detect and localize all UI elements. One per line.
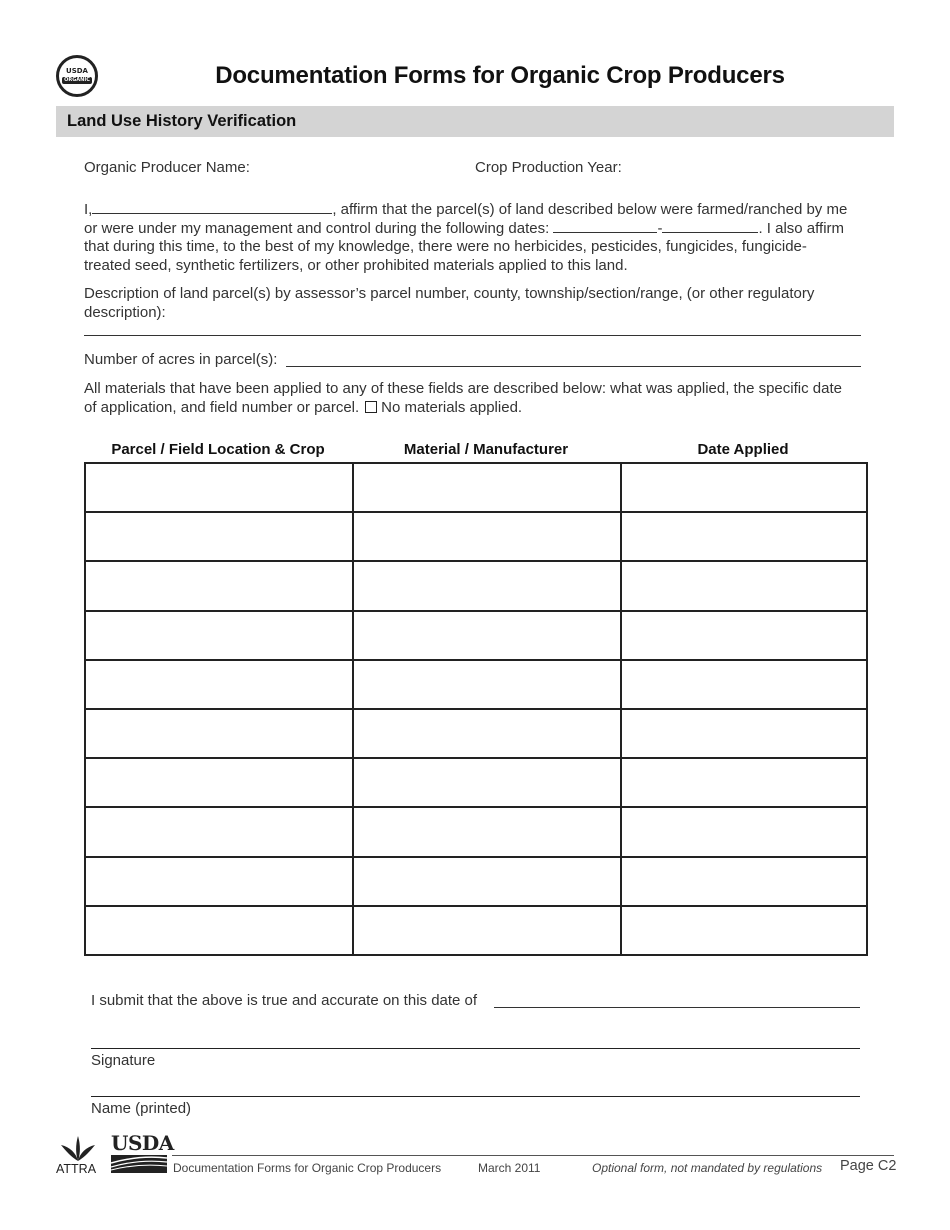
- table-row: [85, 807, 867, 856]
- material-cell[interactable]: [353, 709, 621, 758]
- usda-wordmark: USDA: [111, 1131, 174, 1155]
- page-title: Documentation Forms for Organic Crop Producers: [215, 62, 785, 89]
- material-cell[interactable]: [353, 611, 621, 660]
- page-number: Page C2: [840, 1158, 897, 1174]
- materials-line-2: [84, 398, 522, 417]
- acres-label: Number of acres in parcel(s):: [84, 351, 278, 368]
- col-header-date: Date Applied: [697, 441, 789, 458]
- affirm-line-1: [84, 199, 874, 219]
- table-row: [85, 709, 867, 758]
- table-row: [85, 660, 867, 709]
- parcel-cell[interactable]: [85, 512, 353, 561]
- crop-year-label: Crop Production Year:: [475, 159, 622, 176]
- table-row: [85, 512, 867, 561]
- table-row: [85, 463, 867, 512]
- affirm-name-field[interactable]: [92, 199, 332, 214]
- logo-bottom-text: ORGANIC: [64, 77, 90, 83]
- materials-line2-text: of application, and field number or parcel.: [84, 399, 360, 416]
- material-cell[interactable]: [353, 906, 621, 955]
- table-row: [85, 758, 867, 807]
- affirm-prefix: I,: [84, 201, 93, 218]
- table-row: [85, 857, 867, 906]
- printed-name-field[interactable]: [91, 1096, 860, 1097]
- description-line-1: Description of land parcel(s) by assessor’s parcel number, county, township/section/range, (or other regulatory: [84, 285, 815, 302]
- parcel-cell[interactable]: [85, 758, 353, 807]
- date-cell[interactable]: [621, 709, 867, 758]
- parcel-cell[interactable]: [85, 906, 353, 955]
- date-cell[interactable]: [621, 906, 867, 955]
- parcel-cell[interactable]: [85, 807, 353, 856]
- date-cell[interactable]: [621, 660, 867, 709]
- start-date-field[interactable]: [553, 218, 657, 233]
- parcel-cell[interactable]: [85, 463, 353, 512]
- logo-top-text: USDA: [66, 67, 88, 75]
- submit-date-field[interactable]: [494, 1007, 860, 1008]
- date-cell[interactable]: [621, 758, 867, 807]
- printed-name-label: Name (printed): [91, 1100, 192, 1117]
- description-line-2: description):: [84, 304, 166, 321]
- footer-note: Optional form, not mandated by regulations: [592, 1161, 823, 1175]
- attra-leaf-icon: [58, 1135, 98, 1163]
- date-cell[interactable]: [621, 857, 867, 906]
- usda-organic-logo: [56, 55, 98, 97]
- parcel-cell[interactable]: [85, 709, 353, 758]
- footer-doc-title: Documentation Forms for Organic Crop Producers: [173, 1161, 442, 1175]
- material-cell[interactable]: [353, 561, 621, 610]
- end-date-field[interactable]: [662, 218, 758, 233]
- signature-field[interactable]: [91, 1048, 860, 1049]
- description-field[interactable]: [84, 335, 861, 336]
- date-dash: -: [657, 220, 663, 237]
- date-cell[interactable]: [621, 463, 867, 512]
- affirm-line2-text: or were under my management and control during the following dates:: [84, 220, 550, 237]
- parcel-cell[interactable]: [85, 561, 353, 610]
- parcel-cell[interactable]: [85, 611, 353, 660]
- no-materials-label: No materials applied.: [381, 399, 523, 416]
- section-title: Land Use History Verification: [67, 112, 297, 130]
- signature-label: Signature: [91, 1052, 156, 1069]
- footer-rule: [172, 1155, 894, 1156]
- affirm-line-3: that during this time, to the best of my knowledge, there were no herbicides, pesticides, fungicides, fungicide-: [84, 238, 807, 255]
- material-cell[interactable]: [353, 807, 621, 856]
- attra-label: ATTRA: [56, 1162, 97, 1176]
- material-cell[interactable]: [353, 463, 621, 512]
- material-cell[interactable]: [353, 660, 621, 709]
- submit-text: I submit that the above is true and accurate on this date of: [91, 992, 478, 1009]
- col-header-material: Material / Manufacturer: [403, 441, 569, 458]
- acres-field[interactable]: [286, 366, 861, 367]
- affirm-line2-end: . I also affirm: [758, 220, 845, 237]
- affirm-line-2: [84, 218, 874, 238]
- date-cell[interactable]: [621, 611, 867, 660]
- parcel-cell[interactable]: [85, 857, 353, 906]
- date-cell[interactable]: [621, 561, 867, 610]
- material-cell[interactable]: [353, 758, 621, 807]
- no-materials-checkbox[interactable]: [365, 401, 377, 413]
- table-row: [85, 561, 867, 610]
- material-cell[interactable]: [353, 512, 621, 561]
- date-cell[interactable]: [621, 807, 867, 856]
- table-row: [85, 906, 867, 955]
- col-header-parcel: Parcel / Field Location & Crop: [111, 441, 325, 458]
- affirm-line-4: treated seed, synthetic fertilizers, or other prohibited materials applied to this land.: [84, 257, 628, 274]
- date-cell[interactable]: [621, 512, 867, 561]
- material-cell[interactable]: [353, 857, 621, 906]
- materials-table: [84, 462, 868, 956]
- usda-field-icon: [111, 1155, 167, 1173]
- parcel-cell[interactable]: [85, 660, 353, 709]
- materials-line-1: All materials that have been applied to any of these fields are described below: what was applied, the specific date: [84, 380, 842, 397]
- producer-name-label: Organic Producer Name:: [84, 159, 250, 176]
- footer-date: March 2011: [478, 1161, 541, 1175]
- table-row: [85, 611, 867, 660]
- affirm-line1-rest: , affirm that the parcel(s) of land described below were farmed/ranched by me: [332, 201, 848, 218]
